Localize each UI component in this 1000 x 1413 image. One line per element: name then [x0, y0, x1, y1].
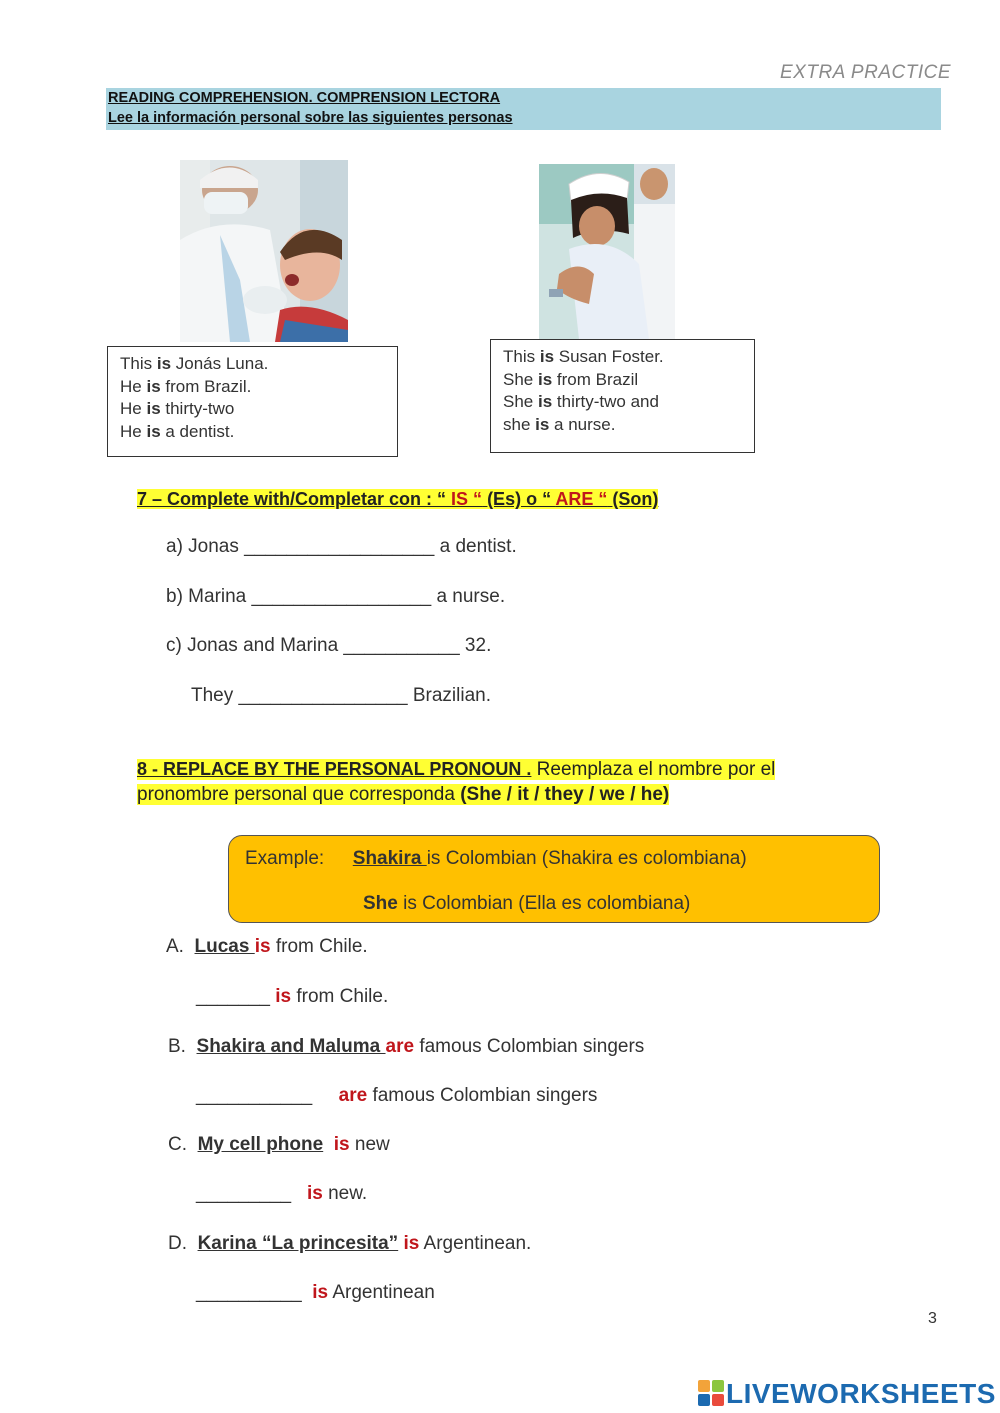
example-answer: She is Colombian (Ella es colombiana)	[363, 893, 691, 914]
q8-item-a: A. Lucas is from Chile.	[166, 936, 368, 957]
q7-title: 7 – Complete with/Completar con : “ IS “ (Es) o “ ARE “ (Son)	[137, 489, 659, 509]
nurse-photo	[539, 164, 675, 339]
profile-line: She is from Brazil	[503, 369, 639, 389]
page-number: 3	[928, 1310, 937, 1327]
banner-subtitle: Lee la información personal sobre las siguientes personas	[108, 110, 513, 126]
profile-line: This is Jonás Luna.	[120, 354, 269, 373]
q8-item-b: B. Shakira and Maluma are famous Colombian singers	[168, 1036, 645, 1057]
q7-item-they[interactable]: They ________________ Brazilian.	[191, 685, 492, 706]
q8-answer-d[interactable]: __________ is Argentinean	[196, 1282, 435, 1303]
profile-line: This is Susan Foster.	[503, 347, 664, 366]
q8-answer-b[interactable]: ___________ are famous Colombian singers	[196, 1085, 598, 1106]
section-banner	[106, 88, 941, 130]
q8-answer-a[interactable]: _______ is from Chile.	[196, 986, 389, 1007]
example-sentence: Example: Shakira is Colombian (Shakira es colombiana)	[245, 848, 747, 869]
profile-line: she is a nurse.	[503, 414, 616, 434]
q7-item-b[interactable]: b) Marina _________________ a nurse.	[166, 586, 506, 607]
q8-item-c: C. My cell phone is new	[168, 1134, 390, 1155]
q7-item-c[interactable]: c) Jonas and Marina ___________ 32.	[166, 635, 492, 656]
q8-item-d: D. Karina “La princesita” is Argentinean.	[168, 1233, 532, 1254]
profile-line: She is thirty-two and	[503, 392, 659, 411]
liveworksheets-logo: LIVEWORKSHEETS	[698, 1378, 996, 1410]
q8-title: 8 - REPLACE BY THE PERSONAL PRONOUN . Reemplaza el nombre por el pronombre personal que corresponda (She / it / they / we / he)	[137, 759, 776, 805]
q8-answer-c[interactable]: _________ is new.	[196, 1183, 368, 1204]
example-box	[228, 835, 880, 923]
profile-line: He is thirty-two	[120, 399, 235, 418]
extra-practice-label: EXTRA PRACTICE	[780, 62, 951, 83]
banner-title: READING COMPREHENSION. COMPRENSION LECTORA	[108, 90, 501, 106]
profile-line: He is from Brazil.	[120, 376, 252, 396]
liveworksheets-icon	[698, 1380, 724, 1406]
profile-card-jonas	[107, 346, 398, 457]
profile-card-susan	[490, 339, 755, 453]
q7-item-a[interactable]: a) Jonas __________________ a dentist.	[166, 536, 517, 557]
profile-line: He is a dentist.	[120, 421, 235, 441]
dentist-photo	[180, 160, 348, 342]
